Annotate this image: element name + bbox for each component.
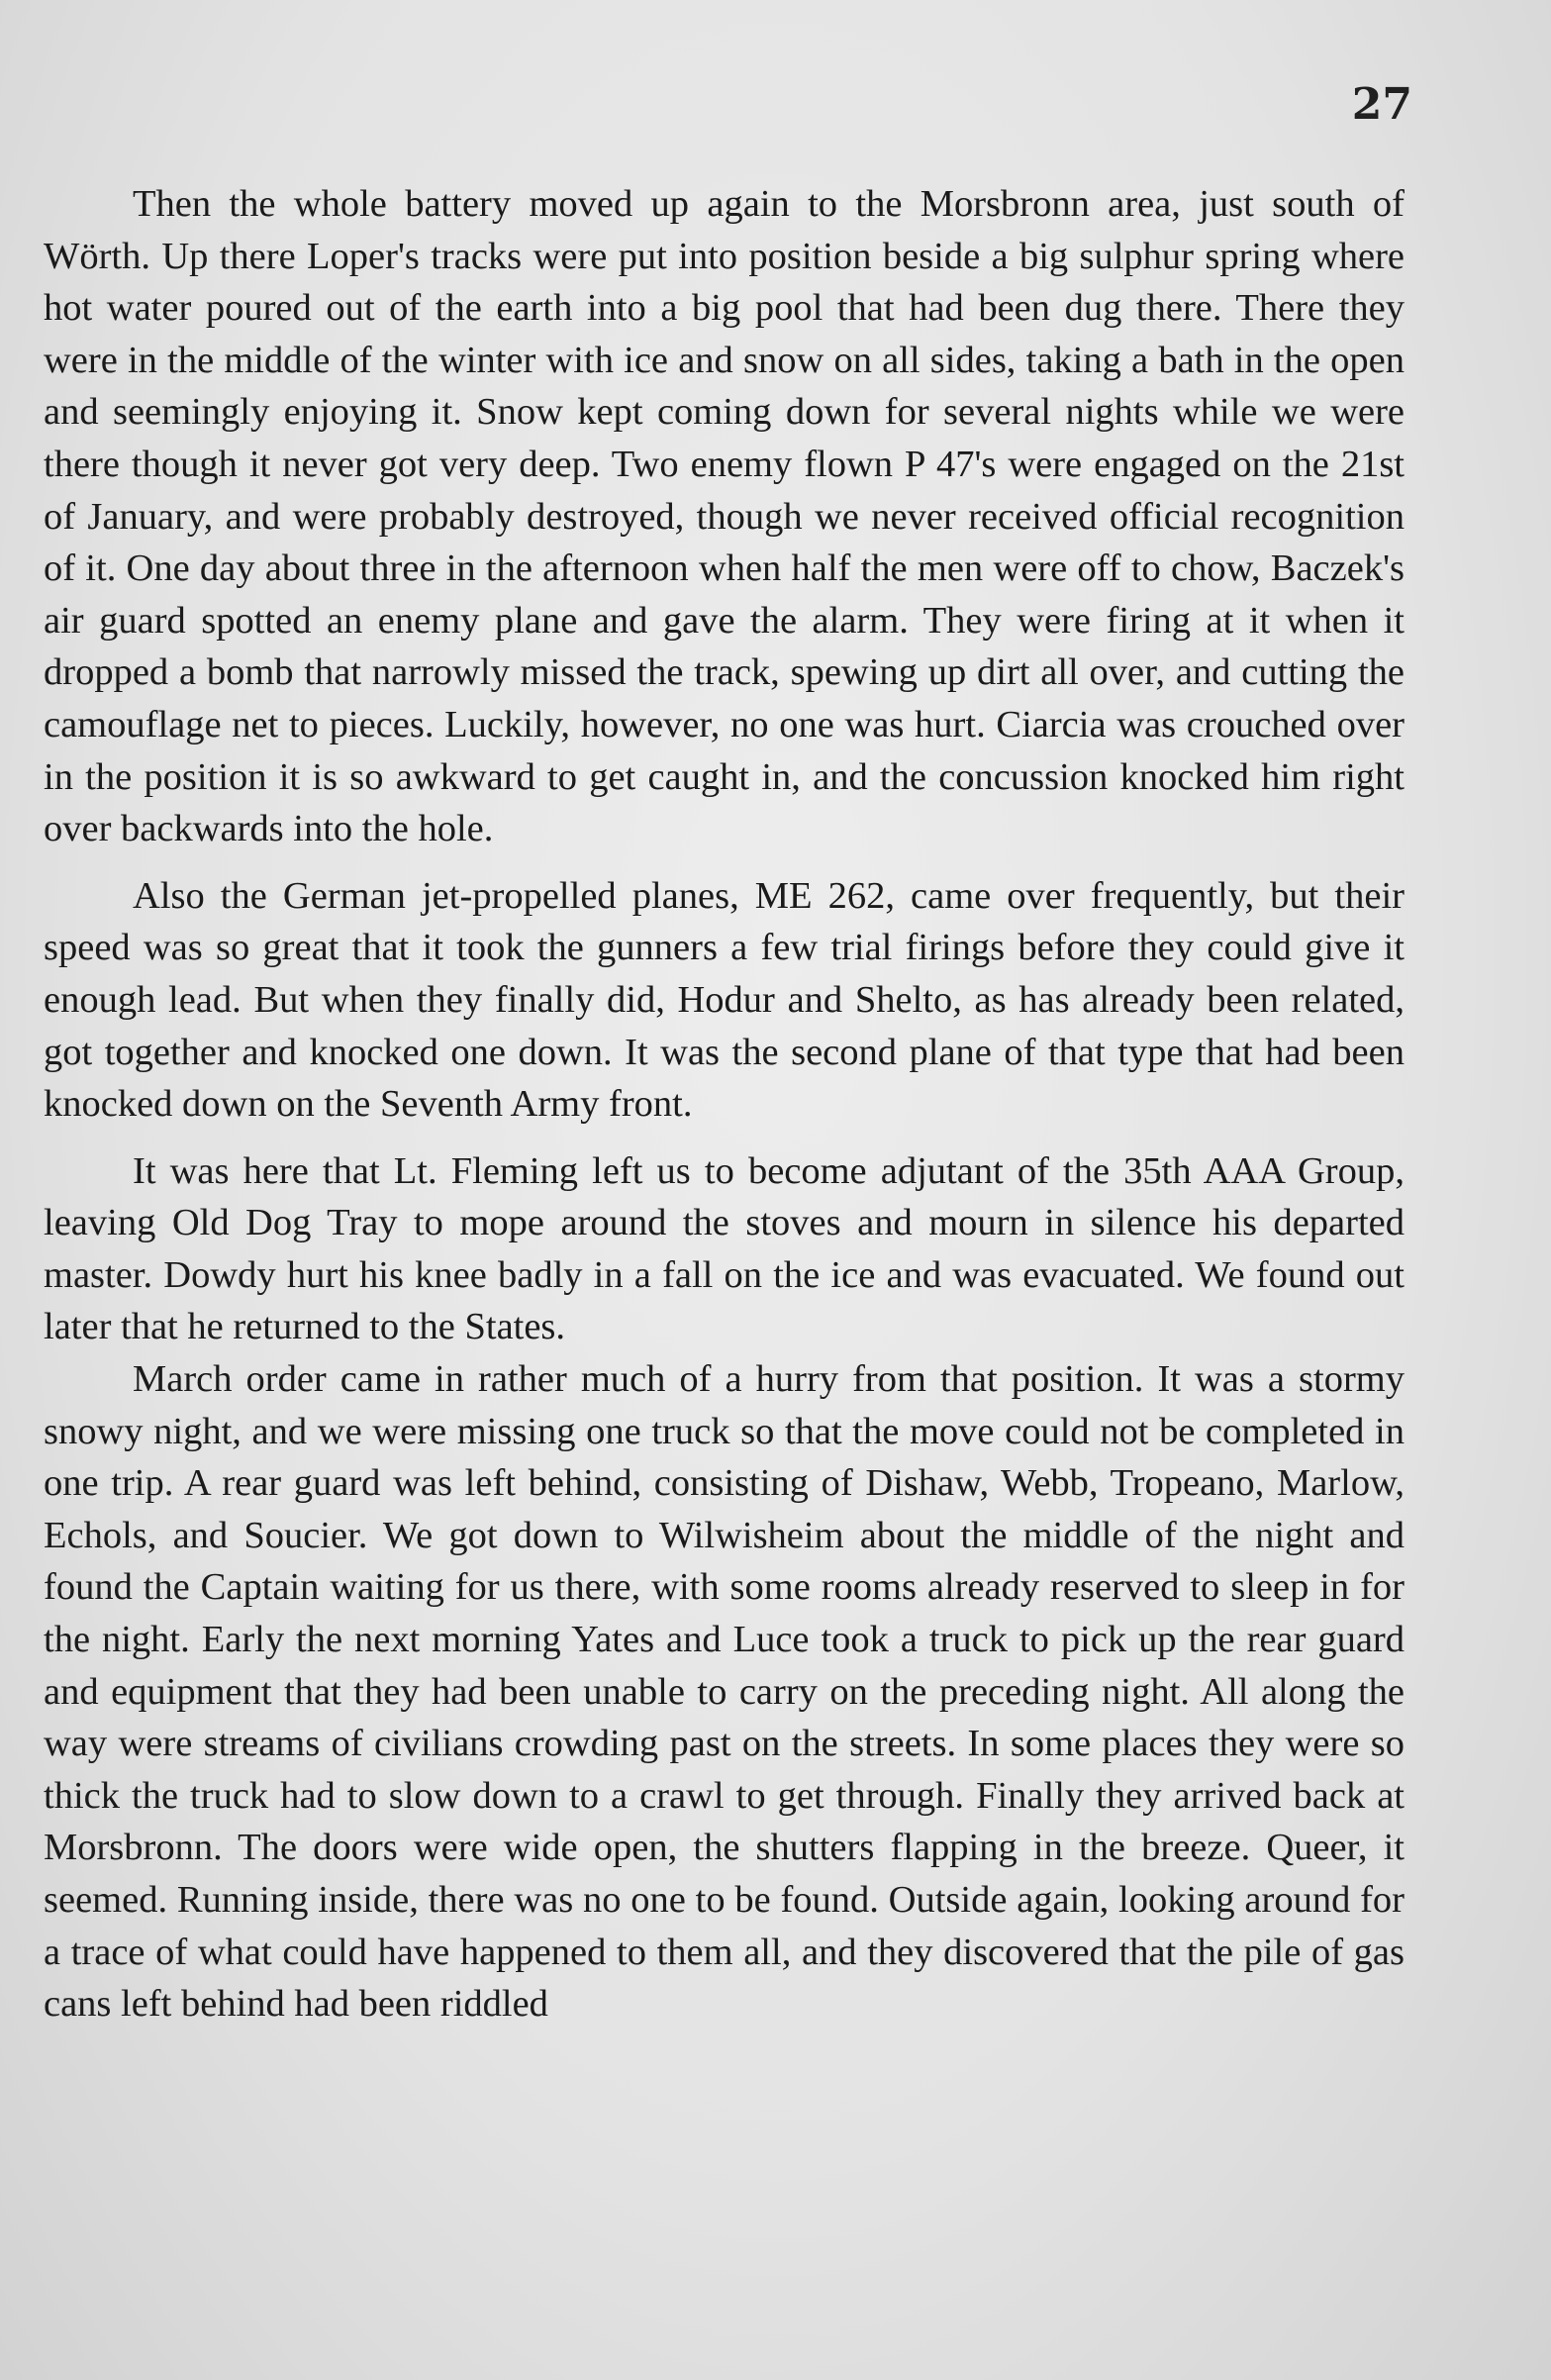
paragraph: Also the German jet-propelled planes, ME 262, came over frequently, but their speed was so great that it took the gunners a few trial firings before they could give it enough lead. But when they finally did, Hodur and Shelto, as has already been related, got together and knocked one down. It was the second plane of that type that had been knocked down on the Seventh Army front. xyxy=(44,874,1405,1126)
page-number: 27 xyxy=(1351,79,1412,130)
paragraph: It was here that Lt. Fleming left us to become adjutant of the 35th AAA Group, leaving Old Dog Tray to mope around the stoves and mourn in silence his departed master. Dowdy hurt his knee badly in a fall on the ice and was evacuated. We found out later that he returned to the States. xyxy=(44,1149,1405,1348)
body-text xyxy=(44,178,1405,2031)
paragraph: March order came in rather much of a hurry from that position. It was a stormy snowy night, and we were missing one truck so that the move could not be completed in one trip. A rear guard was left behind, consisting of Dishaw, Webb, Tropeano, Marlow, Echols, and Soucier. We got down to Wilwisheim about the middle of the night and found the Captain waiting for us there, with some rooms already reserved to sleep in for the night. Early the next morning Yates and Luce took a truck to pick up the rear guard and equipment that they had been unable to carry on the preceding night. All along the way were streams of civilians crowding past on the streets. In some places they were so thick the truck had to slow down to a crawl to get through. Finally they arrived back at Morsbronn. The doors were wide open, the shutters flapping in the breeze. Queer, it seemed. Running inside, there was no one to be found. Outside again, looking around for a trace of what could have happened to them all, and they discovered that the pile of gas cans left behind had been riddled xyxy=(44,1358,1405,2026)
paragraph: Then the whole battery moved up again to the Morsbronn area, just south of Wörth. Up there Loper's tracks were put into position beside a big sulphur spring where hot water poured out of the earth into a big pool that had been dug there. There they were in the middle of the winter with ice and snow on all sides, taking a bath in the open and seemingly enjoying it. Snow kept coming down for several nights while we were there though it never got very deep. Two enemy flown P 47's were engaged on the 21st of January, and were probably destroyed, though we never received official recognition of it. One day about three in the afternoon when half the men were off to chow, Baczek's air guard spotted an enemy plane and gave the alarm. They were firing at it when it dropped a bomb that narrowly missed the track, spewing up dirt all over, and cutting the camouflage net to pieces. Luckily, however, no one was hurt. Ciarcia was crouched over in the position it is so awkward to get caught in, and the concussion knocked him right over backwards into the hole. xyxy=(44,183,1405,850)
